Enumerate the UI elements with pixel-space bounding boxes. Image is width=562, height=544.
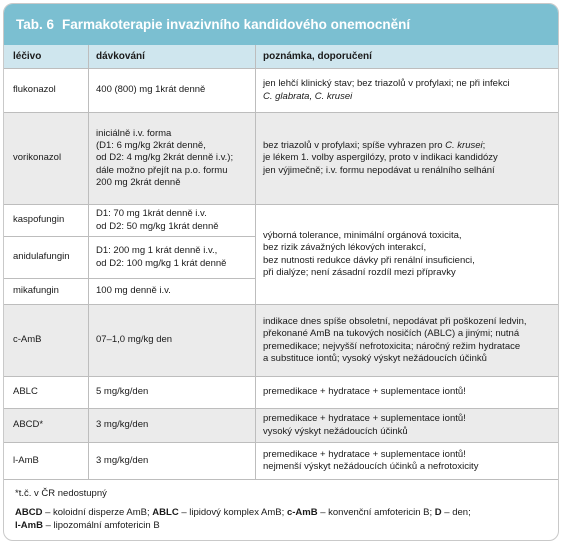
drug-name: ABLC <box>13 386 38 398</box>
dosage <box>96 128 251 189</box>
note-line: při dialýze; není zásadní rozdíl mezi přípravky <box>263 266 456 278</box>
note-line: je lékem 1. volby aspergilózy, proto v indikaci kandidózy <box>263 152 498 164</box>
drug-name: l-AmB <box>13 454 39 466</box>
dosage-line: D1: 70 mg 1krát denně i.v. <box>96 208 207 220</box>
dosage-line: D1: 200 mg 1 krát denně i.v., <box>96 245 218 257</box>
note-line: premedikace + hydratace + suplementace iontů! <box>263 448 466 460</box>
table-label: Tab. 6 <box>16 17 55 32</box>
dosage-line: od D2: 50 mg/kg 1krát denně <box>96 220 219 232</box>
note-line: indikace dnes spíše obsoletní, nepodávat při poškození ledvin, <box>263 316 527 328</box>
note-line <box>263 91 553 103</box>
note <box>263 140 553 177</box>
merged-note-cell <box>256 205 559 304</box>
abbr-key: ABCD <box>15 507 43 518</box>
note-italic: C. glabrata, C. krusei <box>263 90 353 102</box>
note-line: premedikace; nejvyšší nefrotoxicita; náročný režim hydratace <box>263 340 521 352</box>
header-drug: léčivo <box>13 51 42 62</box>
abbr-key: c-AmB <box>286 507 318 518</box>
header-dosage: dávkování <box>96 51 145 62</box>
note-line: jen výjimečně; i.v. formu nepodávat u renálního selhání <box>263 164 495 176</box>
dosage <box>96 245 251 269</box>
drug-name: vorikonazol <box>13 152 62 164</box>
abbr-text: – koloidní disperze AmB; <box>42 507 153 518</box>
note-italic: C. krusei <box>445 140 483 152</box>
abbr-key: ABLC <box>152 507 179 518</box>
note-line: premedikace + hydratace + suplementace iontů! <box>263 413 466 425</box>
dosage: 400 (800) mg 1krát denně <box>96 84 206 96</box>
note <box>263 449 553 473</box>
note <box>263 78 553 102</box>
dosage: 3 mg/kg/den <box>96 454 149 466</box>
note-line: vysoký výskyt nežádoucích účinků <box>263 425 408 437</box>
note: premedikace + hydratace + suplementace iontů! <box>263 386 466 398</box>
table-title-text: Farmakoterapie invazivního kandidového onemocnění <box>62 17 411 32</box>
note-text: bez triazolů v profylaxi; spíše vyhrazen pro <box>263 140 446 152</box>
note-line: překonané AmB na tukových nosičích (ABLC) a jinými; nutná <box>263 328 520 340</box>
abbr-key: D <box>434 507 442 518</box>
dosage-line: dále možno přejít na p.o. formu <box>96 164 228 176</box>
note <box>263 413 553 437</box>
drug-name: mikafungin <box>13 285 59 297</box>
table-frame <box>3 3 559 541</box>
drug-name: flukonazol <box>13 84 56 96</box>
drug-name: ABCD* <box>13 419 44 431</box>
column-divider <box>255 45 256 480</box>
footnote-abbreviations <box>15 507 545 532</box>
header-note: poznámka, doporučení <box>263 51 372 62</box>
note <box>263 316 553 365</box>
note-line: bez nutnosti redukce dávky při renální insuficienci, <box>263 254 475 266</box>
note-line: výborná tolerance, minimální orgánová toxicita, <box>263 230 462 242</box>
note <box>263 230 553 279</box>
note-line: bez rizik závažných lékových interakcí, <box>263 242 427 254</box>
footnote-star: *t.č. v ČR nedostupný <box>15 488 107 499</box>
dosage <box>96 208 251 232</box>
abbr-key: l-AmB <box>15 519 43 531</box>
drug-name: c-AmB <box>13 334 42 346</box>
dosage-line: od D2: 4 mg/kg 2krát denně i.v.); <box>96 152 234 164</box>
table-title <box>4 4 558 45</box>
note-line: jen lehčí klinický stav; bez triazolů v profylaxi; ne při infekci <box>263 78 510 90</box>
column-divider <box>88 45 89 480</box>
dosage: 07–1,0 mg/kg den <box>96 334 173 346</box>
dosage: 100 mg denně i.v. <box>96 285 171 297</box>
note-line: nejmenší výskyt nežádoucích účinků a nefrotoxicity <box>263 461 479 472</box>
abbr-text: – lipozomální amfotericin B <box>42 519 160 531</box>
drug-name: anidulafungin <box>13 251 70 263</box>
note-line: bez triazolů v profylaxi; spíše vyhrazen pro C. krusei; <box>263 140 486 152</box>
dosage-line: od D2: 100 mg/kg 1 krát denně <box>96 257 227 269</box>
abbr-text: – lipidový komplex AmB; <box>178 507 287 518</box>
abbr-text: – den; <box>441 507 471 518</box>
dosage: 5 mg/kg/den <box>96 386 149 398</box>
dosage: 3 mg/kg/den <box>96 419 149 431</box>
abbr-text: – konvenční amfotericin B; <box>317 507 435 518</box>
note-line: a substituce iontů; vysoký výskyt nežádoucích účinků <box>263 352 487 364</box>
dosage-line: 200 mg 2krát denně <box>96 176 181 188</box>
dosage-line: (D1: 6 mg/kg 2krát denně, <box>96 140 206 152</box>
drug-name: kaspofungin <box>13 214 65 226</box>
dosage-line: iniciálně i.v. forma <box>96 127 172 139</box>
